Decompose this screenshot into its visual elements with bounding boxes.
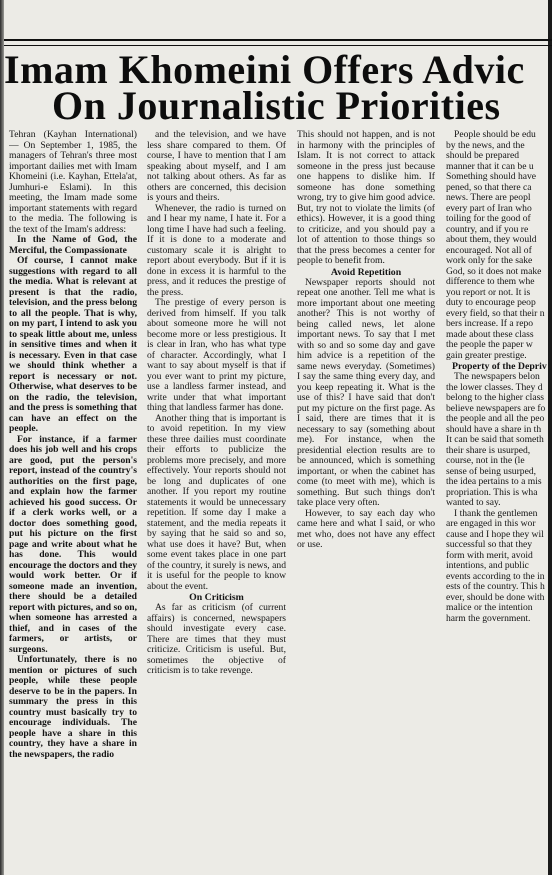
article-paragraph: are engaged in this wor: [446, 518, 536, 529]
article-paragraph: pened, so that there ca: [446, 181, 532, 193]
article-paragraph: Something should have: [446, 171, 537, 182]
article-paragraph: malice or the intention: [446, 602, 533, 613]
article-paragraph: every field, so that their n: [446, 307, 545, 319]
article-paragraph: The newspapers belon: [454, 371, 540, 382]
section-subhead: Property of the Depriv: [452, 361, 547, 372]
article-paragraph: events according to the in: [446, 570, 545, 582]
article-paragraph: People should be edu: [454, 130, 536, 140]
article-paragraph: Tehran (Kayhan International) — On September 1, 1985, the managers of Tehran's three most important dailies met with Imam Khomeini (i.e. Kayhan, Ettela'at, Jumhuri-e Eslami). In this meeting, the Imam made some important statements with regard to the media. The following is the text of the Imam's address:: [9, 130, 137, 235]
article-paragraph: However, to say each day who came here and what I said, or who met who, does not have any effect or use.: [297, 507, 435, 550]
article-column-2: [147, 130, 286, 865]
section-subhead: On Criticism: [189, 592, 244, 603]
article-paragraph: duty to encourage peop: [446, 297, 536, 308]
headline: [0, 47, 552, 128]
article-paragraph: The prestige of every person is derived from himself. If you talk about someone more he will not become more or less prestigious. It is clear in Iran, who has what type of character. Accordingly, what I want to say about myself is that if you ever want to print my picture, use a landless farmer instead, and write under that what important thing that landless farmer has done.: [147, 297, 286, 413]
headline-line-1: Imam Khomeini Offers Advic: [4, 47, 525, 92]
article-paragraph: the lower classes. They d: [446, 381, 543, 393]
article-paragraph: the people and all the peo: [446, 413, 545, 424]
article-paragraph: manner that it can be u: [446, 160, 534, 172]
section-subhead: Avoid Repetition: [330, 266, 402, 278]
article-paragraph: I thank the gentlemen: [454, 507, 538, 519]
article-paragraph: every part of Iran who: [446, 202, 532, 214]
article-paragraph: Another thing that is important is to avoid repetition. In my view these three dailies must coordinate their efforts to publicize the problems more precisely, and more effectively. Your reports should not be long and duplicates of one another. If you report my routine statements it would be unnecessary repetition. If some day I make a statement, and the media repeats it by saying that he said so and so, what use does it have? But, when some event takes place in one part of the country, it surely is news, and it is useful for the people to know about the event.: [147, 412, 286, 592]
top-rule: [4, 39, 552, 41]
article-paragraph: form with merit, avoid: [446, 549, 533, 561]
article-paragraph: sense of being usurped,: [446, 465, 537, 477]
article-paragraph: harm the government.: [446, 612, 531, 624]
article-paragraph: ever, should be done with: [446, 591, 545, 603]
article-paragraph: cause and I hope they wil: [446, 528, 544, 540]
article-paragraph: Of course, I cannot make suggestions with regard to all the media. What is relevant at present is that the radio, television, and the press belong to all the people. That is why, on my part, I intend to ask you to speak little about me, unless in sensitive times and when it is necessary. Even in that case we should think whether a report is necessary or not. Otherwise, what deserves to be on the radio, the television, and the press is something that can have an effect on the people.: [9, 255, 137, 434]
article-paragraph: intentions, and public: [446, 560, 529, 571]
article-paragraph: successful so that they: [446, 539, 533, 550]
article-paragraph: about them, they would: [446, 234, 537, 245]
article-paragraph: belong to the higher class: [446, 392, 545, 403]
article-paragraph: This should not happen, and is not in harmony with the principles of Islam. It is not correct to attack someone in the press just because one happens to dislike him. If someone has done something wrong, try to give him good advice. But, try not to violate the limits (of ethics). However, it is a good thing to criticize, and you should pay a lot of attention to those things so that the press becomes a center for people to benefit from.: [297, 130, 435, 266]
article-paragraph: encouraged. Not all of: [446, 244, 532, 256]
article-column-1: [9, 130, 137, 865]
article-paragraph: believe newspapers are fo: [446, 402, 546, 414]
article-paragraph: propriation. This is wha: [446, 486, 538, 498]
article-paragraph: course, not in the (le: [446, 455, 525, 466]
article-paragraph: Unfortunately, there is no mention or pictures of such people, while these people deserve to be in the papers. In summary the press in this country must basically try to encourage individuals. The people have a share in this country, they have a share in the newspapers, the radio: [9, 654, 137, 760]
article-paragraph: difference to them whe: [446, 276, 535, 287]
headline-line-2: On Journalistic Priorities: [52, 83, 501, 128]
article-paragraph: ests of the country. This h: [446, 581, 545, 592]
article-paragraph: Whenever, the radio is turned on and I hear my name, I hate it. For a long time I have had such a feeling. If it is done to a moderate and customary scale it is alright to report about everybody. But if it is done in excess it is harmful to the press, and it reduces the prestige of the press.: [147, 202, 286, 298]
article-paragraph: the people the paper w: [446, 339, 533, 350]
article-paragraph: news. There are peopl: [446, 192, 531, 203]
article-paragraph: For instance, if a farmer does his job well and his crops are good, put the person's report, instead of the country's authorities on the first page, and explain how the farmer achieved his good success. Or if a clerk works well, or a doctor does something good, put his picture on the first page and write about what he has done. This would encourage the doctors and they would work better. Or if someone made an invention, there should be a detailed report with pictures, and so on, when someone has arrested a thief, and in cases of the farmers, or artists, or surgeons.: [9, 433, 137, 655]
article-paragraph: In the Name of God, the Merciful, the Compassionate: [9, 234, 137, 256]
article-paragraph: Newspaper reports should not repeat one another. Tell me what is more important about one meeting another? This is not worthy of being called news, let alone important news. To say that I met with so and so some day and gave him advice is a repetition of the same news everyday. (Sometimes) I say the same thing every day, and you keep repeating it. What is the use of this? I have said that don't put my picture on the first page. As I said, there are times that it is necessary to say (something about me). For instance, when the presidential election results are to be announced, which is something important, or when the cabinet has come (to meet with me), which is something. But such things don't take place very often.: [297, 276, 435, 508]
article-column-3: [297, 130, 435, 865]
article-paragraph: God, so it does not make: [446, 265, 542, 277]
article-paragraph: gain greater prestige.: [446, 349, 527, 361]
article-paragraph: the idea pertains to a mis: [446, 476, 542, 487]
article-paragraph: wanted to say.: [446, 497, 501, 508]
top-rule-thin: [4, 45, 552, 46]
article-paragraph: country, and if you re: [446, 223, 529, 235]
article-paragraph: toiling for the good of: [446, 213, 531, 224]
article-paragraph: work only for the sake: [446, 255, 533, 266]
article-body: [9, 130, 552, 870]
article-paragraph: you report or not. It is: [446, 286, 531, 298]
article-paragraph: should be prepared: [446, 150, 519, 161]
article-paragraph: made about these class: [446, 328, 534, 340]
article-paragraph: by the news, and the: [446, 139, 525, 151]
article-paragraph: their share is usurped,: [446, 444, 531, 456]
article-paragraph: bers increase. If a repo: [446, 318, 534, 329]
article-paragraph: and the television, and we have less share compared to them. Of course, I have to mention that I am speaking about myself, and I am not talking about others. As far as others are concerned, this decision is yours and theirs.: [147, 130, 286, 203]
article-paragraph: should have a share in th: [446, 423, 542, 435]
article-paragraph: It can be said that someth: [446, 434, 544, 445]
article-column-4: [446, 130, 552, 865]
article-paragraph: As far as criticism (of current affairs) is concerned, newspapers should investigate every case. There are times that they must criticize. Criticism is useful. But, sometimes the objective of criticism is to take revenge.: [147, 602, 286, 676]
scan-edge-shadow: [0, 0, 4, 875]
